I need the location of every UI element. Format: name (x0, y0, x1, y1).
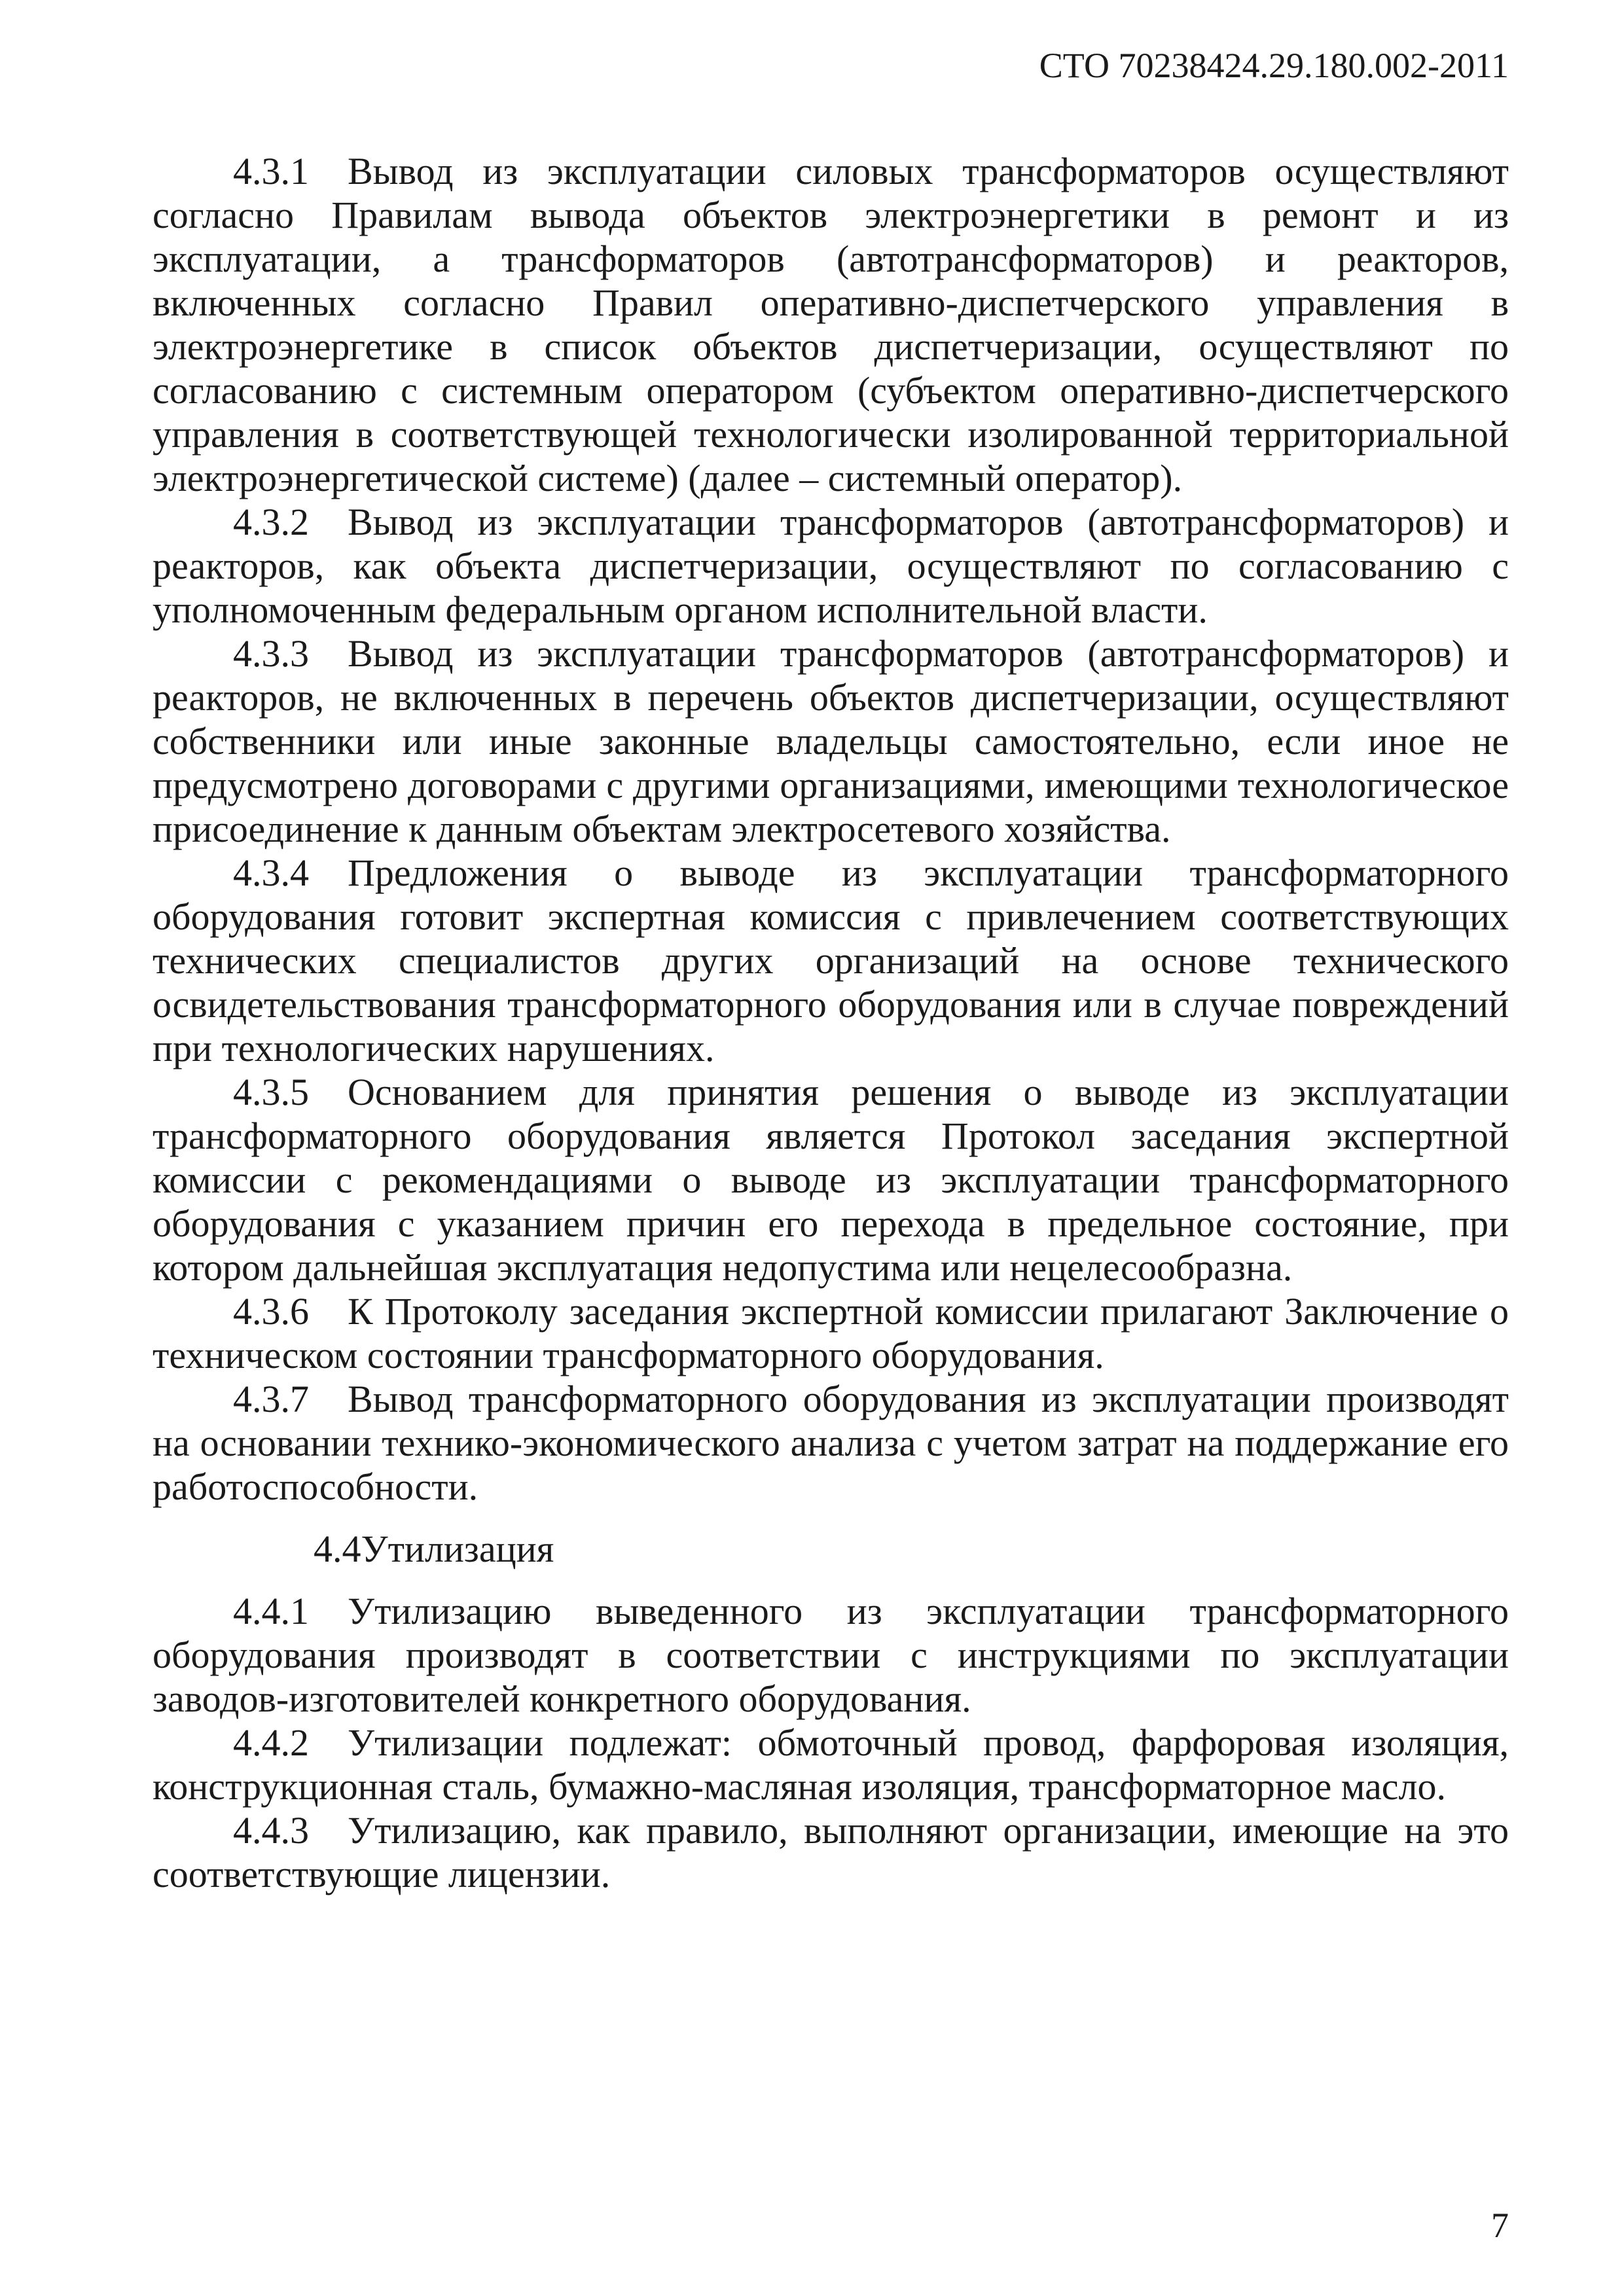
paragraph-4-3-2 (153, 500, 1509, 632)
paragraph-text: Утилизацию, как правило, выполняют организации, имеющие на это соответствующие лицензии. (153, 1809, 1509, 1895)
paragraph-4-3-1 (153, 149, 1509, 500)
page-number: 7 (1491, 2206, 1509, 2245)
paragraph-number: 4.3.4 (233, 852, 309, 894)
paragraph-number: 4.3.3 (233, 632, 309, 675)
section-number: 4.4 (314, 1528, 361, 1570)
paragraph-number: 4.4.1 (233, 1590, 309, 1632)
paragraph-4-4-2 (153, 1721, 1509, 1808)
paragraph-4-4-3 (153, 1808, 1509, 1896)
paragraph-text: Предложения о выводе из эксплуатации трансформаторного оборудования готовит экспертная комиссия с привлечением соответствующих технических специалистов других организаций на основе технического освидетельствования трансформаторного оборудования или в случае повреждений при технологических нарушениях. (153, 852, 1509, 1069)
paragraph-number: 4.4.3 (233, 1809, 309, 1852)
paragraph-text: Вывод из эксплуатации трансформаторов (автотрансформаторов) и реакторов, не включенных в перечень объектов диспетчеризации, осуществляют собственники или иные законные владельцы самостоятельно, если иное не предусмотрено договорами с другими организациями, имеющими технологическое присоединение к данным объектам электросетевого хозяйства. (153, 632, 1509, 850)
paragraph-text: Утилизации подлежат: обмоточный провод, фарфоровая изоляция, конструкционная сталь, бумажно-масляная изоляция, трансформаторное масло. (153, 1721, 1509, 1808)
paragraph-number: 4.3.5 (233, 1071, 309, 1113)
paragraph-text: К Протоколу заседания экспертной комиссии прилагают Заключение о техническом состоянии трансформаторного оборудования. (153, 1290, 1509, 1376)
paragraph-text: Вывод из эксплуатации трансформаторов (автотрансформаторов) и реакторов, как объекта диспетчеризации, осуществляют по согласованию с уполномоченным федеральным органом исполнительной власти. (153, 501, 1509, 631)
section-title: Утилизация (361, 1528, 554, 1570)
paragraph-4-3-7 (153, 1377, 1509, 1509)
paragraph-4-4-1 (153, 1589, 1509, 1721)
section-heading-4-4 (153, 1527, 1509, 1571)
paragraph-4-3-3 (153, 632, 1509, 851)
paragraph-number: 4.3.7 (233, 1378, 309, 1420)
paragraph-text: Вывод трансформаторного оборудования из эксплуатации производят на основании технико-экономического анализа с учетом затрат на поддержание его работоспособности. (153, 1378, 1509, 1508)
paragraph-4-3-6 (153, 1289, 1509, 1377)
paragraph-4-3-4 (153, 851, 1509, 1070)
paragraph-number: 4.4.2 (233, 1721, 309, 1764)
paragraph-text: Вывод из эксплуатации силовых трансформаторов осуществляют согласно Правилам вывода объектов электроэнергетики в ремонт и из эксплуатации, а трансформаторов (автотрансформаторов) и реакторов, включенных согласно Правил оперативно-диспетчерского управления в электроэнергетике в список объектов диспетчеризации, осуществляют по согласованию с системным оператором (субъектом оперативно-диспетчерского управления в соответствующей технологически изолированной территориальной электроэнергетической системе) (далее – системный оператор). (153, 150, 1509, 499)
paragraph-4-3-5 (153, 1070, 1509, 1289)
paragraph-number: 4.3.6 (233, 1290, 309, 1333)
document-body (153, 149, 1509, 1896)
document-code-header: СТО 70238424.29.180.002-2011 (1039, 46, 1509, 85)
paragraph-number: 4.3.2 (233, 501, 309, 543)
paragraph-text: Утилизацию выведенного из эксплуатации трансформаторного оборудования производят в соответствии с инструкциями по эксплуатации заводов-изготовителей конкретного оборудования. (153, 1590, 1509, 1720)
paragraph-number: 4.3.1 (233, 150, 309, 192)
paragraph-text: Основанием для принятия решения о выводе из эксплуатации трансформаторного оборудования является Протокол заседания экспертной комиссии с рекомендациями о выводе из эксплуатации трансформаторного оборудования с указанием причин его перехода в предельное состояние, при котором дальнейшая эксплуатация недопустима или нецелесообразна. (153, 1071, 1509, 1289)
